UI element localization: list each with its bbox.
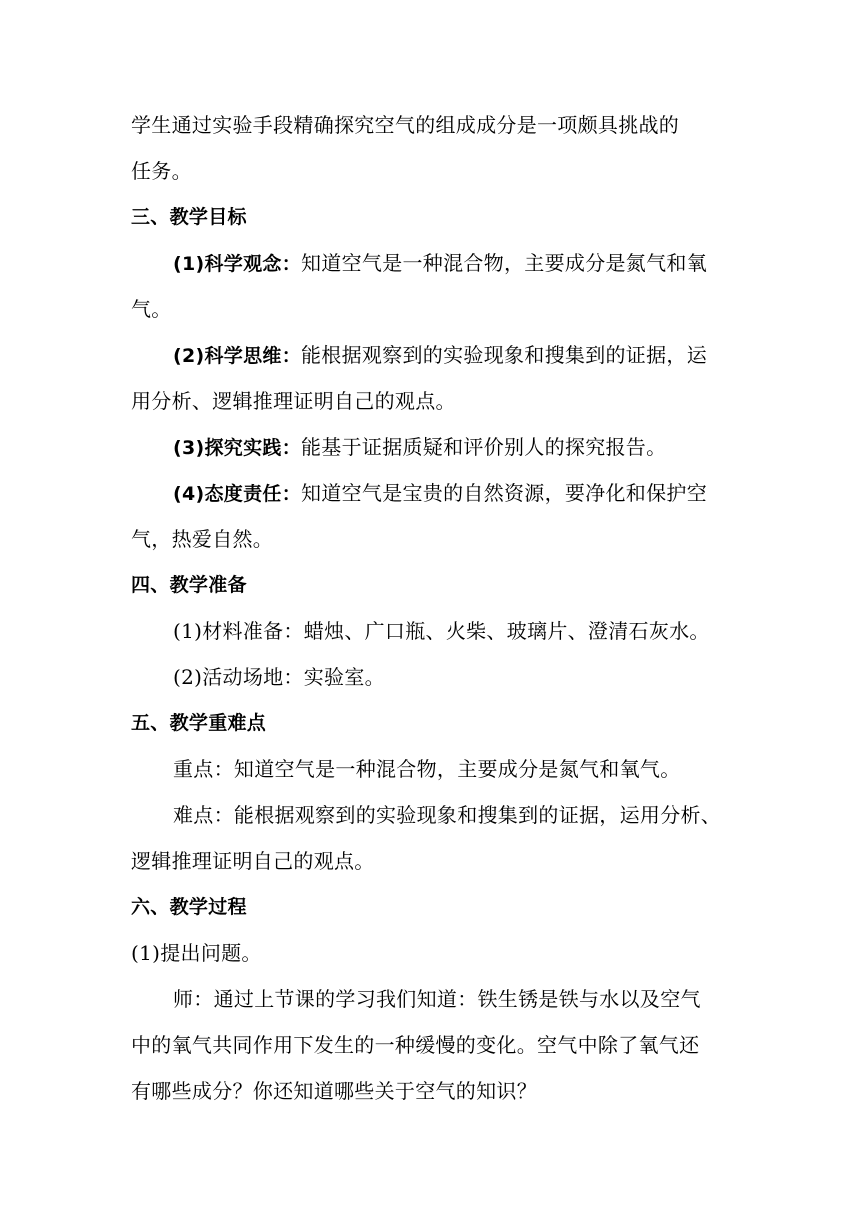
section-heading: 六、教学过程 <box>131 896 247 918</box>
objective-label: (4)态度责任： <box>173 483 301 505</box>
paragraph-line: 逻辑推理证明自己的观点。 <box>131 849 375 873</box>
objective-item <box>173 470 773 517</box>
objective-text: 知道空气是一种混合物，主要成分是氮气和氧 <box>301 251 707 275</box>
objective-item <box>173 424 773 471</box>
key-point: 重点：知道空气是一种混合物，主要成分是氮气和氧气。 <box>173 757 681 781</box>
objective-text: 能根据观察到的实验现象和搜集到的证据，运 <box>301 343 707 367</box>
section-heading: 四、教学准备 <box>131 574 247 596</box>
teacher-dialogue: 师：通过上节课的学习我们知道：铁生锈是铁与水以及空气 <box>173 987 701 1011</box>
paragraph-line: 气，热爱自然。 <box>131 527 274 551</box>
preparation-item: (1)材料准备：蜡烛、广口瓶、火柴、玻璃片、澄清石灰水。 <box>173 619 710 643</box>
objective-text: 知道空气是宝贵的自然资源，要净化和保护空 <box>301 481 707 505</box>
objective-item <box>173 240 773 287</box>
objective-text: 能基于证据质疑和评价别人的探究报告。 <box>301 435 667 459</box>
difficult-point: 难点：能根据观察到的实验现象和搜集到的证据，运用分析、 <box>173 803 722 827</box>
preparation-item: (2)活动场地：实验室。 <box>173 665 385 689</box>
paragraph-line: 学生通过实验手段精确探究空气的组成成分是一项颇具挑战的 <box>131 113 680 137</box>
paragraph-line: 中的氧气共同作用下发生的一种缓慢的变化。空气中除了氧气还 <box>131 1033 700 1057</box>
paragraph-line: 用分析、逻辑推理证明自己的观点。 <box>131 389 456 413</box>
objective-label: (3)探究实践： <box>173 437 301 459</box>
section-heading: 三、教学目标 <box>131 206 247 228</box>
section-heading: 五、教学重难点 <box>131 712 267 734</box>
paragraph-line: 有哪些成分？你还知道哪些关于空气的知识？ <box>131 1079 537 1103</box>
objective-label: (1)科学观念： <box>173 253 301 275</box>
paragraph-line: 气。 <box>131 297 172 321</box>
paragraph-line: 任务。 <box>131 159 192 183</box>
objective-label: (2)科学思维： <box>173 345 301 367</box>
process-step: (1)提出问题。 <box>131 941 262 965</box>
objective-item <box>173 332 773 379</box>
